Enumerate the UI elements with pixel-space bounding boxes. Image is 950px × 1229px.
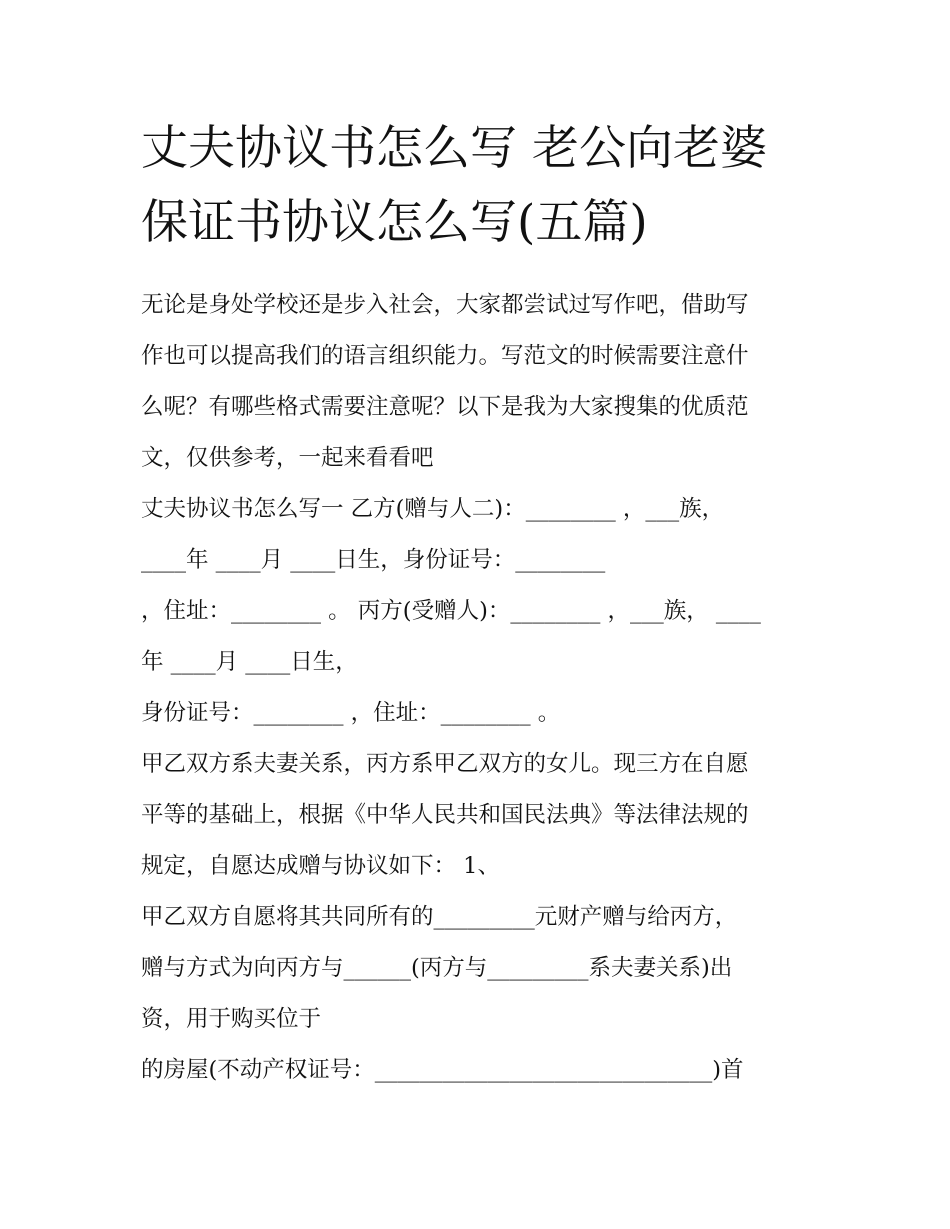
text-line: 作也可以提高我们的语言组织能力。写范文的时候需要注意什	[141, 343, 749, 369]
document-title	[141, 112, 813, 260]
property-paragraph	[141, 1045, 813, 1096]
text-line: 么呢？有哪些格式需要注意呢？以下是我为大家搜集的优质范	[141, 394, 749, 420]
text-line: 资，用于购买位于	[141, 1006, 322, 1032]
text-line: 身份证号：________ ，住址：________ 。	[141, 700, 561, 726]
text-line: 无论是身处学校还是步入社会，大家都尝试过写作吧，借助写	[141, 292, 749, 318]
party-c-id-paragraph	[141, 688, 813, 739]
title-line: 丈夫协议书怎么写 老公向老婆	[141, 121, 767, 176]
text-line: 的房屋(不动产权证号：______________________________)首	[141, 1057, 744, 1083]
agreement-intro-paragraph	[141, 739, 813, 892]
text-line: 丈夫协议书怎么写一 乙方(赠与人二)：________ ，___族，	[141, 496, 725, 522]
text-line: 甲乙双方自愿将其共同所有的_________元财产赠与给丙方，	[141, 904, 738, 930]
text-line: ，住址：________ 。 丙方(受赠人)：________ ，___族， ____	[141, 598, 761, 624]
clause-1-paragraph	[141, 892, 813, 1045]
text-line: 赠与方式为向丙方与______(丙方与_________系夫妻关系)出	[141, 955, 733, 981]
text-line: 平等的基础上，根据《中华人民共和国民法典》等法律法规的	[141, 802, 749, 828]
text-line: 甲乙双方系夫妻关系，丙方系甲乙双方的女儿。现三方在自愿	[141, 751, 749, 777]
title-line: 保证书协议怎么写(五篇)	[141, 195, 648, 250]
party-b-paragraph	[141, 484, 813, 586]
party-c-paragraph	[141, 586, 813, 688]
text-line: 规定，自愿达成赠与协议如下： 1、	[141, 853, 500, 879]
intro-paragraph	[141, 280, 813, 484]
text-line: ____年 ____月 ____日生，身份证号：________	[141, 547, 606, 573]
text-line: 年 ____月 ____日生，	[141, 649, 358, 675]
text-line: 文，仅供参考，一起来看看吧	[141, 445, 434, 471]
document-page	[141, 112, 813, 1096]
document-body	[141, 280, 813, 1096]
